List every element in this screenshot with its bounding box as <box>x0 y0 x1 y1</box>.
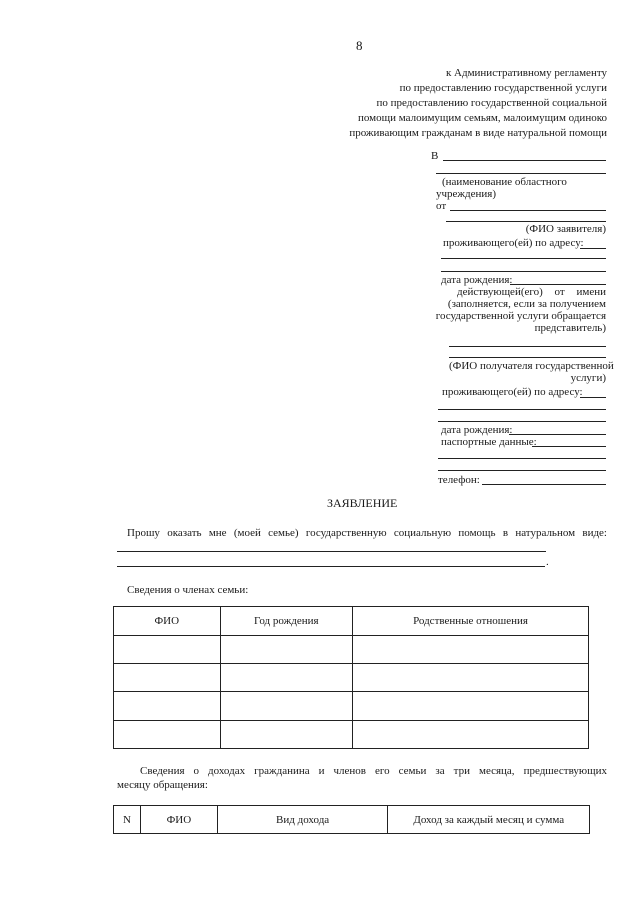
recipient-name-note: (ФИО получателя государственной <box>449 360 614 372</box>
recipient-birth-field[interactable] <box>509 434 606 435</box>
income-heading: Сведения о доходах гражданина и членов его семьи за три месяца, предшествующих <box>140 765 607 777</box>
column-header: Доход за каждый месяц и сумма <box>388 806 590 834</box>
table-header-row <box>114 607 589 636</box>
passport-field-line3[interactable] <box>438 470 606 471</box>
request-text: Прошу оказать мне (моей семье) государственную социальную помощь в натуральном виде: <box>127 527 607 539</box>
header-line: по предоставлению государственной услуги <box>399 82 607 94</box>
passport-label: паспортные данные: <box>441 436 537 448</box>
institution-field[interactable] <box>443 160 606 161</box>
applicant-address-line2[interactable] <box>441 258 606 259</box>
acting-note: представитель) <box>534 322 606 334</box>
recipient-name-field[interactable] <box>449 346 606 347</box>
column-header: ФИО <box>140 806 217 834</box>
institution-field-line2[interactable] <box>436 173 606 174</box>
table-row[interactable] <box>114 721 589 749</box>
institution-note: учреждения) <box>436 188 496 200</box>
table-row[interactable] <box>114 664 589 692</box>
applicant-name-field[interactable] <box>450 210 606 211</box>
to-prefix: В <box>431 150 439 162</box>
table-row[interactable] <box>114 636 589 664</box>
family-table <box>113 606 589 749</box>
phone-field[interactable] <box>482 484 606 485</box>
income-heading-line2: месяцу обращения: <box>117 779 208 791</box>
applicant-name-note: (ФИО заявителя) <box>525 223 606 235</box>
institution-note: (наименование областного <box>442 176 567 188</box>
recipient-name-field-line2[interactable] <box>449 357 606 358</box>
recipient-address-line2[interactable] <box>438 409 606 410</box>
recipient-address-line3[interactable] <box>438 421 606 422</box>
table-row[interactable] <box>114 692 589 721</box>
header-line: к Административному регламенту <box>445 67 607 79</box>
birth-date-field[interactable] <box>510 284 606 285</box>
passport-field[interactable] <box>532 446 606 447</box>
birth-date-label: дата рождения: <box>441 274 513 286</box>
phone-label: телефон: <box>438 474 480 486</box>
request-field-line2[interactable] <box>117 566 545 567</box>
header-line: помощи малоимущим семьям, малоимущим одиноко <box>357 112 607 124</box>
recipient-address-label: проживающего(ей) по адресу: <box>442 386 583 398</box>
column-header: ФИО <box>114 607 221 636</box>
request-field[interactable] <box>117 551 546 552</box>
applicant-address-field[interactable] <box>580 248 606 249</box>
statement-title: ЗАЯВЛЕНИЕ <box>327 496 398 510</box>
regulation-header <box>349 66 607 141</box>
table-header-row <box>114 806 590 834</box>
column-header: Вид дохода <box>217 806 388 834</box>
column-header: Родственные отношения <box>353 607 589 636</box>
applicant-address-label: проживающего(ей) по адресу: <box>443 237 584 249</box>
page-number: 8 <box>356 38 363 53</box>
income-table <box>113 805 590 834</box>
applicant-address-line3[interactable] <box>441 271 606 272</box>
recipient-birth-label: дата рождения: <box>441 424 513 436</box>
passport-field-line2[interactable] <box>438 458 606 459</box>
column-header: N <box>114 806 141 834</box>
acting-note: государственной услуги обращается <box>435 310 606 322</box>
header-line: по предоставлению государственной социальной <box>376 97 607 109</box>
request-end: . <box>546 556 549 568</box>
family-heading: Сведения о членах семьи: <box>127 584 249 596</box>
acting-line: действующей(его) от имени <box>457 286 606 298</box>
header-line: проживающим гражданам в виде натуральной помощи <box>349 127 607 139</box>
applicant-name-field-line2[interactable] <box>446 221 606 222</box>
acting-note: (заполняется, если за получением <box>447 298 606 310</box>
from-prefix: от <box>436 200 447 212</box>
column-header: Год рождения <box>220 607 352 636</box>
recipient-name-note: услуги) <box>570 372 606 384</box>
recipient-address-field[interactable] <box>580 397 606 398</box>
